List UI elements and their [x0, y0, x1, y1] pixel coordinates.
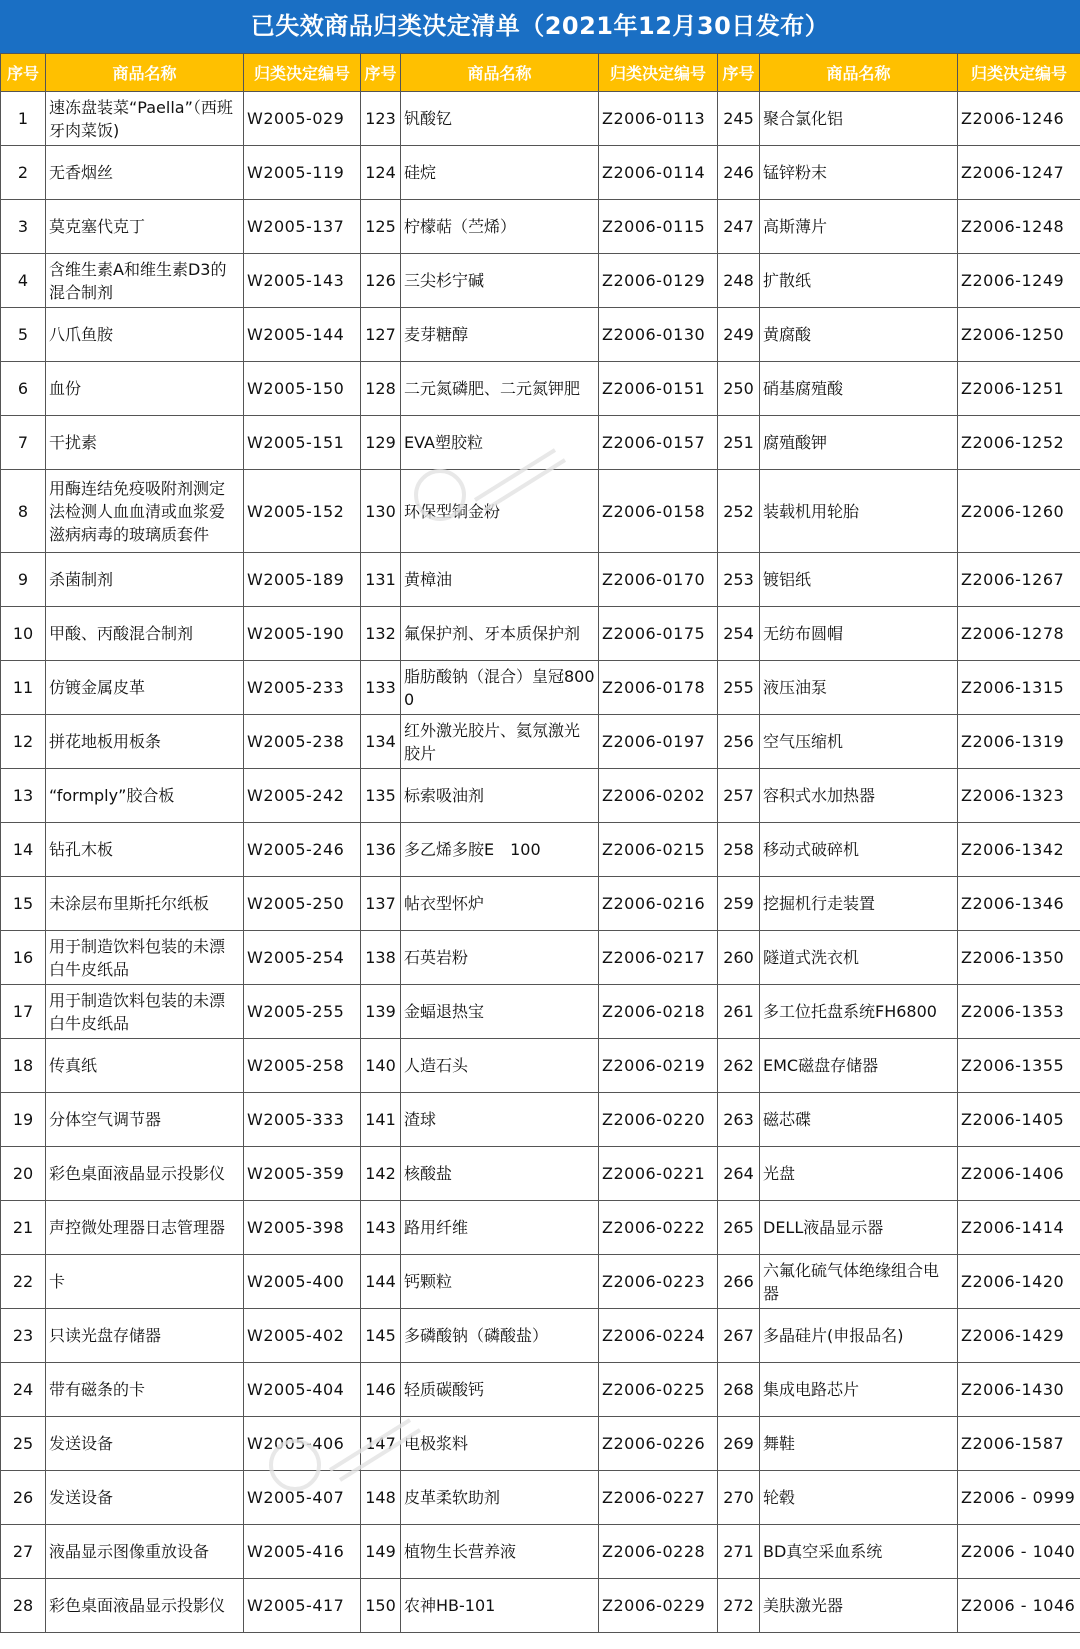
- product-name-cell: 莫克塞代克丁: [46, 200, 244, 254]
- product-name-cell: 干扰素: [46, 416, 244, 470]
- seq-cell: 12: [1, 715, 46, 769]
- table-row: [1, 661, 1080, 715]
- decision-code-cell: W2005-150: [244, 362, 361, 416]
- product-name-cell: 传真纸: [46, 1039, 244, 1093]
- decision-code-cell: W2005-233: [244, 661, 361, 715]
- decision-code-cell: Z2006-0157: [599, 416, 718, 470]
- product-name-cell: 仿镀金属皮革: [46, 661, 244, 715]
- header-seq: 序号: [361, 54, 401, 92]
- seq-cell: 251: [718, 416, 760, 470]
- product-name-cell: 高斯薄片: [760, 200, 958, 254]
- decision-code-cell: Z2006-0216: [599, 877, 718, 931]
- product-name-cell: 腐殖酸钾: [760, 416, 958, 470]
- decision-code-cell: W2005-151: [244, 416, 361, 470]
- decision-code-cell: W2005-416: [244, 1525, 361, 1579]
- decision-code-cell: Z2006-0151: [599, 362, 718, 416]
- product-name-cell: 杀菌制剂: [46, 553, 244, 607]
- product-name-cell: 路用纤维: [401, 1201, 599, 1255]
- product-name-cell: 用于制造饮料包装的未漂白牛皮纸品: [46, 931, 244, 985]
- decision-code-cell: Z2006-1420: [958, 1255, 1080, 1309]
- seq-cell: 142: [361, 1147, 401, 1201]
- seq-cell: 147: [361, 1417, 401, 1471]
- seq-cell: 23: [1, 1309, 46, 1363]
- seq-cell: 24: [1, 1363, 46, 1417]
- decision-code-cell: Z2006-0227: [599, 1471, 718, 1525]
- decision-code-cell: Z2006-1406: [958, 1147, 1080, 1201]
- product-name-cell: 彩色桌面液晶显示投影仪: [46, 1579, 244, 1633]
- product-name-cell: BD真空采血系统: [760, 1525, 958, 1579]
- product-name-cell: 多乙烯多胺E 100: [401, 823, 599, 877]
- product-name-cell: 多磷酸钠（磷酸盐）: [401, 1309, 599, 1363]
- table-row: [1, 1579, 1080, 1633]
- decision-code-cell: Z2006-0226: [599, 1417, 718, 1471]
- product-name-cell: 扩散纸: [760, 254, 958, 308]
- decision-code-cell: W2005-402: [244, 1309, 361, 1363]
- seq-cell: 264: [718, 1147, 760, 1201]
- table-row: [1, 985, 1080, 1039]
- seq-cell: 5: [1, 308, 46, 362]
- decision-code-cell: W2005-404: [244, 1363, 361, 1417]
- decision-code-cell: Z2006-1405: [958, 1093, 1080, 1147]
- product-name-cell: 标索吸油剂: [401, 769, 599, 823]
- product-name-cell: 无香烟丝: [46, 146, 244, 200]
- decision-code-cell: Z2006-0178: [599, 661, 718, 715]
- product-name-cell: 声控微处理器日志管理器: [46, 1201, 244, 1255]
- table-row: [1, 416, 1080, 470]
- product-name-cell: 挖掘机行走装置: [760, 877, 958, 931]
- seq-cell: 268: [718, 1363, 760, 1417]
- product-name-cell: 帖衣型怀炉: [401, 877, 599, 931]
- decision-code-cell: Z2006 - 1040: [958, 1525, 1080, 1579]
- seq-cell: 26: [1, 1471, 46, 1525]
- decision-code-cell: W2005-029: [244, 92, 361, 146]
- product-name-cell: 发送设备: [46, 1471, 244, 1525]
- product-name-cell: DELL液晶显示器: [760, 1201, 958, 1255]
- decision-code-cell: Z2006-0175: [599, 607, 718, 661]
- decision-code-cell: Z2006-1248: [958, 200, 1080, 254]
- decision-code-cell: Z2006-0224: [599, 1309, 718, 1363]
- product-name-cell: 黄腐酸: [760, 308, 958, 362]
- seq-cell: 19: [1, 1093, 46, 1147]
- seq-cell: 270: [718, 1471, 760, 1525]
- seq-cell: 148: [361, 1471, 401, 1525]
- product-name-cell: 含维生素A和维生素D3的混合制剂: [46, 254, 244, 308]
- decision-code-cell: Z2006-1346: [958, 877, 1080, 931]
- decision-code-cell: Z2006-0218: [599, 985, 718, 1039]
- decision-code-cell: Z2006-1315: [958, 661, 1080, 715]
- decision-code-cell: W2005-254: [244, 931, 361, 985]
- decision-code-cell: W2005-407: [244, 1471, 361, 1525]
- product-name-cell: 隧道式洗衣机: [760, 931, 958, 985]
- decision-code-cell: Z2006-0115: [599, 200, 718, 254]
- table-row: [1, 1093, 1080, 1147]
- seq-cell: 146: [361, 1363, 401, 1417]
- seq-cell: 27: [1, 1525, 46, 1579]
- decision-code-cell: W2005-250: [244, 877, 361, 931]
- seq-cell: 15: [1, 877, 46, 931]
- seq-cell: 138: [361, 931, 401, 985]
- table-row: [1, 553, 1080, 607]
- page-title: 已失效商品归类决定清单（2021年12月30日发布）: [0, 0, 1080, 53]
- seq-cell: 129: [361, 416, 401, 470]
- decision-code-cell: Z2006-0170: [599, 553, 718, 607]
- seq-cell: 135: [361, 769, 401, 823]
- seq-cell: 128: [361, 362, 401, 416]
- seq-cell: 13: [1, 769, 46, 823]
- product-name-cell: “formply”胶合板: [46, 769, 244, 823]
- decision-code-cell: Z2006-1252: [958, 416, 1080, 470]
- seq-cell: 139: [361, 985, 401, 1039]
- header-row: [1, 54, 1080, 92]
- table-row: [1, 470, 1080, 553]
- decision-code-cell: W2005-119: [244, 146, 361, 200]
- table-row: [1, 254, 1080, 308]
- decision-code-cell: Z2006-0217: [599, 931, 718, 985]
- decision-code-cell: W2005-189: [244, 553, 361, 607]
- seq-cell: 266: [718, 1255, 760, 1309]
- table-row: [1, 1525, 1080, 1579]
- header-name: 商品名称: [46, 54, 244, 92]
- seq-cell: 11: [1, 661, 46, 715]
- product-name-cell: 硝基腐殖酸: [760, 362, 958, 416]
- decision-code-cell: Z2006-0113: [599, 92, 718, 146]
- product-name-cell: 二元氮磷肥、二元氮钾肥: [401, 362, 599, 416]
- decision-code-cell: W2005-406: [244, 1417, 361, 1471]
- seq-cell: 127: [361, 308, 401, 362]
- seq-cell: 20: [1, 1147, 46, 1201]
- table-row: [1, 877, 1080, 931]
- decision-code-cell: Z2006-1350: [958, 931, 1080, 985]
- product-name-cell: 聚合氯化铝: [760, 92, 958, 146]
- product-name-cell: 轮毂: [760, 1471, 958, 1525]
- decision-code-cell: W2005-143: [244, 254, 361, 308]
- product-name-cell: 未涂层布里斯托尔纸板: [46, 877, 244, 931]
- classification-table: [0, 53, 1080, 1633]
- seq-cell: 262: [718, 1039, 760, 1093]
- seq-cell: 136: [361, 823, 401, 877]
- seq-cell: 3: [1, 200, 46, 254]
- table-row: [1, 1039, 1080, 1093]
- product-name-cell: 黄樟油: [401, 553, 599, 607]
- seq-cell: 130: [361, 470, 401, 553]
- seq-cell: 124: [361, 146, 401, 200]
- product-name-cell: 空气压缩机: [760, 715, 958, 769]
- product-name-cell: 石英岩粉: [401, 931, 599, 985]
- product-name-cell: 麦芽糖醇: [401, 308, 599, 362]
- product-name-cell: 光盘: [760, 1147, 958, 1201]
- seq-cell: 254: [718, 607, 760, 661]
- product-name-cell: 装载机用轮胎: [760, 470, 958, 553]
- product-name-cell: 三尖杉宁碱: [401, 254, 599, 308]
- decision-code-cell: Z2006-0222: [599, 1201, 718, 1255]
- seq-cell: 246: [718, 146, 760, 200]
- decision-code-cell: Z2006-0229: [599, 1579, 718, 1633]
- seq-cell: 265: [718, 1201, 760, 1255]
- seq-cell: 2: [1, 146, 46, 200]
- seq-cell: 260: [718, 931, 760, 985]
- table-row: [1, 1471, 1080, 1525]
- product-name-cell: 用于制造饮料包装的未漂白牛皮纸品: [46, 985, 244, 1039]
- product-name-cell: 农神HB-101: [401, 1579, 599, 1633]
- product-name-cell: 多晶硅片(申报品名): [760, 1309, 958, 1363]
- header-code: 归类决定编号: [244, 54, 361, 92]
- decision-code-cell: W2005-242: [244, 769, 361, 823]
- header-seq: 序号: [718, 54, 760, 92]
- seq-cell: 25: [1, 1417, 46, 1471]
- seq-cell: 145: [361, 1309, 401, 1363]
- seq-cell: 7: [1, 416, 46, 470]
- header-code: 归类决定编号: [599, 54, 718, 92]
- product-name-cell: 甲酸、丙酸混合制剂: [46, 607, 244, 661]
- seq-cell: 143: [361, 1201, 401, 1255]
- decision-code-cell: Z2006-1251: [958, 362, 1080, 416]
- decision-code-cell: Z2006 - 0999: [958, 1471, 1080, 1525]
- seq-cell: 123: [361, 92, 401, 146]
- seq-cell: 141: [361, 1093, 401, 1147]
- seq-cell: 126: [361, 254, 401, 308]
- product-name-cell: 轻质碳酸钙: [401, 1363, 599, 1417]
- seq-cell: 255: [718, 661, 760, 715]
- seq-cell: 248: [718, 254, 760, 308]
- product-name-cell: EMC磁盘存储器: [760, 1039, 958, 1093]
- decision-code-cell: W2005-400: [244, 1255, 361, 1309]
- product-name-cell: 八爪鱼胺: [46, 308, 244, 362]
- table-row: [1, 146, 1080, 200]
- seq-cell: 267: [718, 1309, 760, 1363]
- product-name-cell: 六氟化硫气体绝缘组合电器: [760, 1255, 958, 1309]
- table-row: [1, 92, 1080, 146]
- seq-cell: 258: [718, 823, 760, 877]
- seq-cell: 10: [1, 607, 46, 661]
- decision-code-cell: Z2006-0219: [599, 1039, 718, 1093]
- seq-cell: 263: [718, 1093, 760, 1147]
- seq-cell: 6: [1, 362, 46, 416]
- decision-code-cell: Z2006-0223: [599, 1255, 718, 1309]
- product-name-cell: 彩色桌面液晶显示投影仪: [46, 1147, 244, 1201]
- product-name-cell: 钒酸钇: [401, 92, 599, 146]
- product-name-cell: 金蝠退热宝: [401, 985, 599, 1039]
- table-row: [1, 1201, 1080, 1255]
- seq-cell: 269: [718, 1417, 760, 1471]
- decision-code-cell: W2005-255: [244, 985, 361, 1039]
- table-row: [1, 308, 1080, 362]
- seq-cell: 245: [718, 92, 760, 146]
- decision-code-cell: Z2006-1249: [958, 254, 1080, 308]
- product-name-cell: 氟保护剂、牙本质保护剂: [401, 607, 599, 661]
- decision-code-cell: Z2006-1342: [958, 823, 1080, 877]
- product-name-cell: 分体空气调节器: [46, 1093, 244, 1147]
- seq-cell: 253: [718, 553, 760, 607]
- decision-code-cell: Z2006-0220: [599, 1093, 718, 1147]
- product-name-cell: 核酸盐: [401, 1147, 599, 1201]
- table-row: [1, 823, 1080, 877]
- product-name-cell: 磁芯碟: [760, 1093, 958, 1147]
- product-name-cell: 移动式破碎机: [760, 823, 958, 877]
- decision-code-cell: Z2006-0202: [599, 769, 718, 823]
- table-row: [1, 1147, 1080, 1201]
- decision-code-cell: W2005-152: [244, 470, 361, 553]
- decision-code-cell: W2005-190: [244, 607, 361, 661]
- table-row: [1, 1255, 1080, 1309]
- product-name-cell: 集成电路芯片: [760, 1363, 958, 1417]
- seq-cell: 250: [718, 362, 760, 416]
- product-name-cell: 红外激光胶片、氦氖激光胶片: [401, 715, 599, 769]
- product-name-cell: 用酶连结免疫吸附剂测定法检测人血血清或血浆爱滋病病毒的玻璃质套件: [46, 470, 244, 553]
- seq-cell: 144: [361, 1255, 401, 1309]
- decision-code-cell: Z2006-1414: [958, 1201, 1080, 1255]
- decision-code-cell: Z2006-1353: [958, 985, 1080, 1039]
- decision-code-cell: Z2006-1267: [958, 553, 1080, 607]
- decision-code-cell: Z2006-1278: [958, 607, 1080, 661]
- seq-cell: 140: [361, 1039, 401, 1093]
- header-code: 归类决定编号: [958, 54, 1080, 92]
- product-name-cell: 钙颗粒: [401, 1255, 599, 1309]
- product-name-cell: 发送设备: [46, 1417, 244, 1471]
- product-name-cell: EVA塑胶粒: [401, 416, 599, 470]
- product-name-cell: 脂肪酸钠（混合）皇冠8000: [401, 661, 599, 715]
- seq-cell: 252: [718, 470, 760, 553]
- seq-cell: 259: [718, 877, 760, 931]
- decision-code-cell: Z2006-0130: [599, 308, 718, 362]
- product-name-cell: 拼花地板用板条: [46, 715, 244, 769]
- decision-code-cell: Z2006-0129: [599, 254, 718, 308]
- product-name-cell: 环保型铜金粉: [401, 470, 599, 553]
- decision-code-cell: W2005-137: [244, 200, 361, 254]
- decision-code-cell: Z2006-1355: [958, 1039, 1080, 1093]
- decision-code-cell: W2005-333: [244, 1093, 361, 1147]
- product-name-cell: 液晶显示图像重放设备: [46, 1525, 244, 1579]
- product-name-cell: 血份: [46, 362, 244, 416]
- product-name-cell: 植物生长营养液: [401, 1525, 599, 1579]
- product-name-cell: 只读光盘存储器: [46, 1309, 244, 1363]
- product-name-cell: 速冻盘装菜“Paella”（西班牙肉菜饭): [46, 92, 244, 146]
- decision-code-cell: Z2006-0228: [599, 1525, 718, 1579]
- product-name-cell: 电极浆料: [401, 1417, 599, 1471]
- product-name-cell: 锰锌粉末: [760, 146, 958, 200]
- decision-code-cell: Z2006-0158: [599, 470, 718, 553]
- seq-cell: 125: [361, 200, 401, 254]
- seq-cell: 17: [1, 985, 46, 1039]
- seq-cell: 256: [718, 715, 760, 769]
- table-body: [1, 92, 1080, 1633]
- decision-code-cell: Z2006-1430: [958, 1363, 1080, 1417]
- seq-cell: 150: [361, 1579, 401, 1633]
- decision-code-cell: Z2006-0114: [599, 146, 718, 200]
- seq-cell: 137: [361, 877, 401, 931]
- decision-code-cell: W2005-258: [244, 1039, 361, 1093]
- product-name-cell: 液压油泵: [760, 661, 958, 715]
- decision-code-cell: W2005-144: [244, 308, 361, 362]
- table-row: [1, 362, 1080, 416]
- table-row: [1, 1309, 1080, 1363]
- decision-code-cell: Z2006-1319: [958, 715, 1080, 769]
- seq-cell: 28: [1, 1579, 46, 1633]
- decision-code-cell: W2005-359: [244, 1147, 361, 1201]
- seq-cell: 134: [361, 715, 401, 769]
- table-row: [1, 1417, 1080, 1471]
- seq-cell: 9: [1, 553, 46, 607]
- header-name: 商品名称: [760, 54, 958, 92]
- table-row: [1, 715, 1080, 769]
- seq-cell: 8: [1, 470, 46, 553]
- product-name-cell: 镀铝纸: [760, 553, 958, 607]
- decision-code-cell: Z2006-1429: [958, 1309, 1080, 1363]
- table-row: [1, 607, 1080, 661]
- seq-cell: 1: [1, 92, 46, 146]
- table-row: [1, 1363, 1080, 1417]
- product-name-cell: 卡: [46, 1255, 244, 1309]
- header-seq: 序号: [1, 54, 46, 92]
- decision-code-cell: Z2006-0215: [599, 823, 718, 877]
- decision-code-cell: Z2006-1247: [958, 146, 1080, 200]
- decision-code-cell: Z2006 - 1046: [958, 1579, 1080, 1633]
- header-name: 商品名称: [401, 54, 599, 92]
- seq-cell: 133: [361, 661, 401, 715]
- seq-cell: 21: [1, 1201, 46, 1255]
- decision-code-cell: Z2006-1323: [958, 769, 1080, 823]
- decision-code-cell: Z2006-1246: [958, 92, 1080, 146]
- seq-cell: 131: [361, 553, 401, 607]
- seq-cell: 4: [1, 254, 46, 308]
- decision-code-cell: W2005-398: [244, 1201, 361, 1255]
- product-name-cell: 多工位托盘系统FH6800: [760, 985, 958, 1039]
- decision-code-cell: Z2006-0221: [599, 1147, 718, 1201]
- seq-cell: 132: [361, 607, 401, 661]
- table-row: [1, 931, 1080, 985]
- product-name-cell: 皮革柔软助剂: [401, 1471, 599, 1525]
- table-row: [1, 769, 1080, 823]
- table-row: [1, 200, 1080, 254]
- product-name-cell: 美肤激光器: [760, 1579, 958, 1633]
- product-name-cell: 舞鞋: [760, 1417, 958, 1471]
- decision-code-cell: Z2006-0197: [599, 715, 718, 769]
- product-name-cell: 钻孔木板: [46, 823, 244, 877]
- seq-cell: 22: [1, 1255, 46, 1309]
- seq-cell: 247: [718, 200, 760, 254]
- seq-cell: 16: [1, 931, 46, 985]
- seq-cell: 261: [718, 985, 760, 1039]
- decision-code-cell: Z2006-0225: [599, 1363, 718, 1417]
- decision-code-cell: Z2006-1250: [958, 308, 1080, 362]
- product-name-cell: 无纺布圆帽: [760, 607, 958, 661]
- seq-cell: 272: [718, 1579, 760, 1633]
- seq-cell: 149: [361, 1525, 401, 1579]
- seq-cell: 14: [1, 823, 46, 877]
- seq-cell: 271: [718, 1525, 760, 1579]
- decision-code-cell: W2005-417: [244, 1579, 361, 1633]
- seq-cell: 257: [718, 769, 760, 823]
- product-name-cell: 人造石头: [401, 1039, 599, 1093]
- product-name-cell: 带有磁条的卡: [46, 1363, 244, 1417]
- seq-cell: 18: [1, 1039, 46, 1093]
- decision-code-cell: W2005-238: [244, 715, 361, 769]
- decision-code-cell: Z2006-1260: [958, 470, 1080, 553]
- seq-cell: 249: [718, 308, 760, 362]
- product-name-cell: 硅烷: [401, 146, 599, 200]
- product-name-cell: 容积式水加热器: [760, 769, 958, 823]
- decision-code-cell: Z2006-1587: [958, 1417, 1080, 1471]
- product-name-cell: 渣球: [401, 1093, 599, 1147]
- product-name-cell: 柠檬萜（苎烯）: [401, 200, 599, 254]
- decision-code-cell: W2005-246: [244, 823, 361, 877]
